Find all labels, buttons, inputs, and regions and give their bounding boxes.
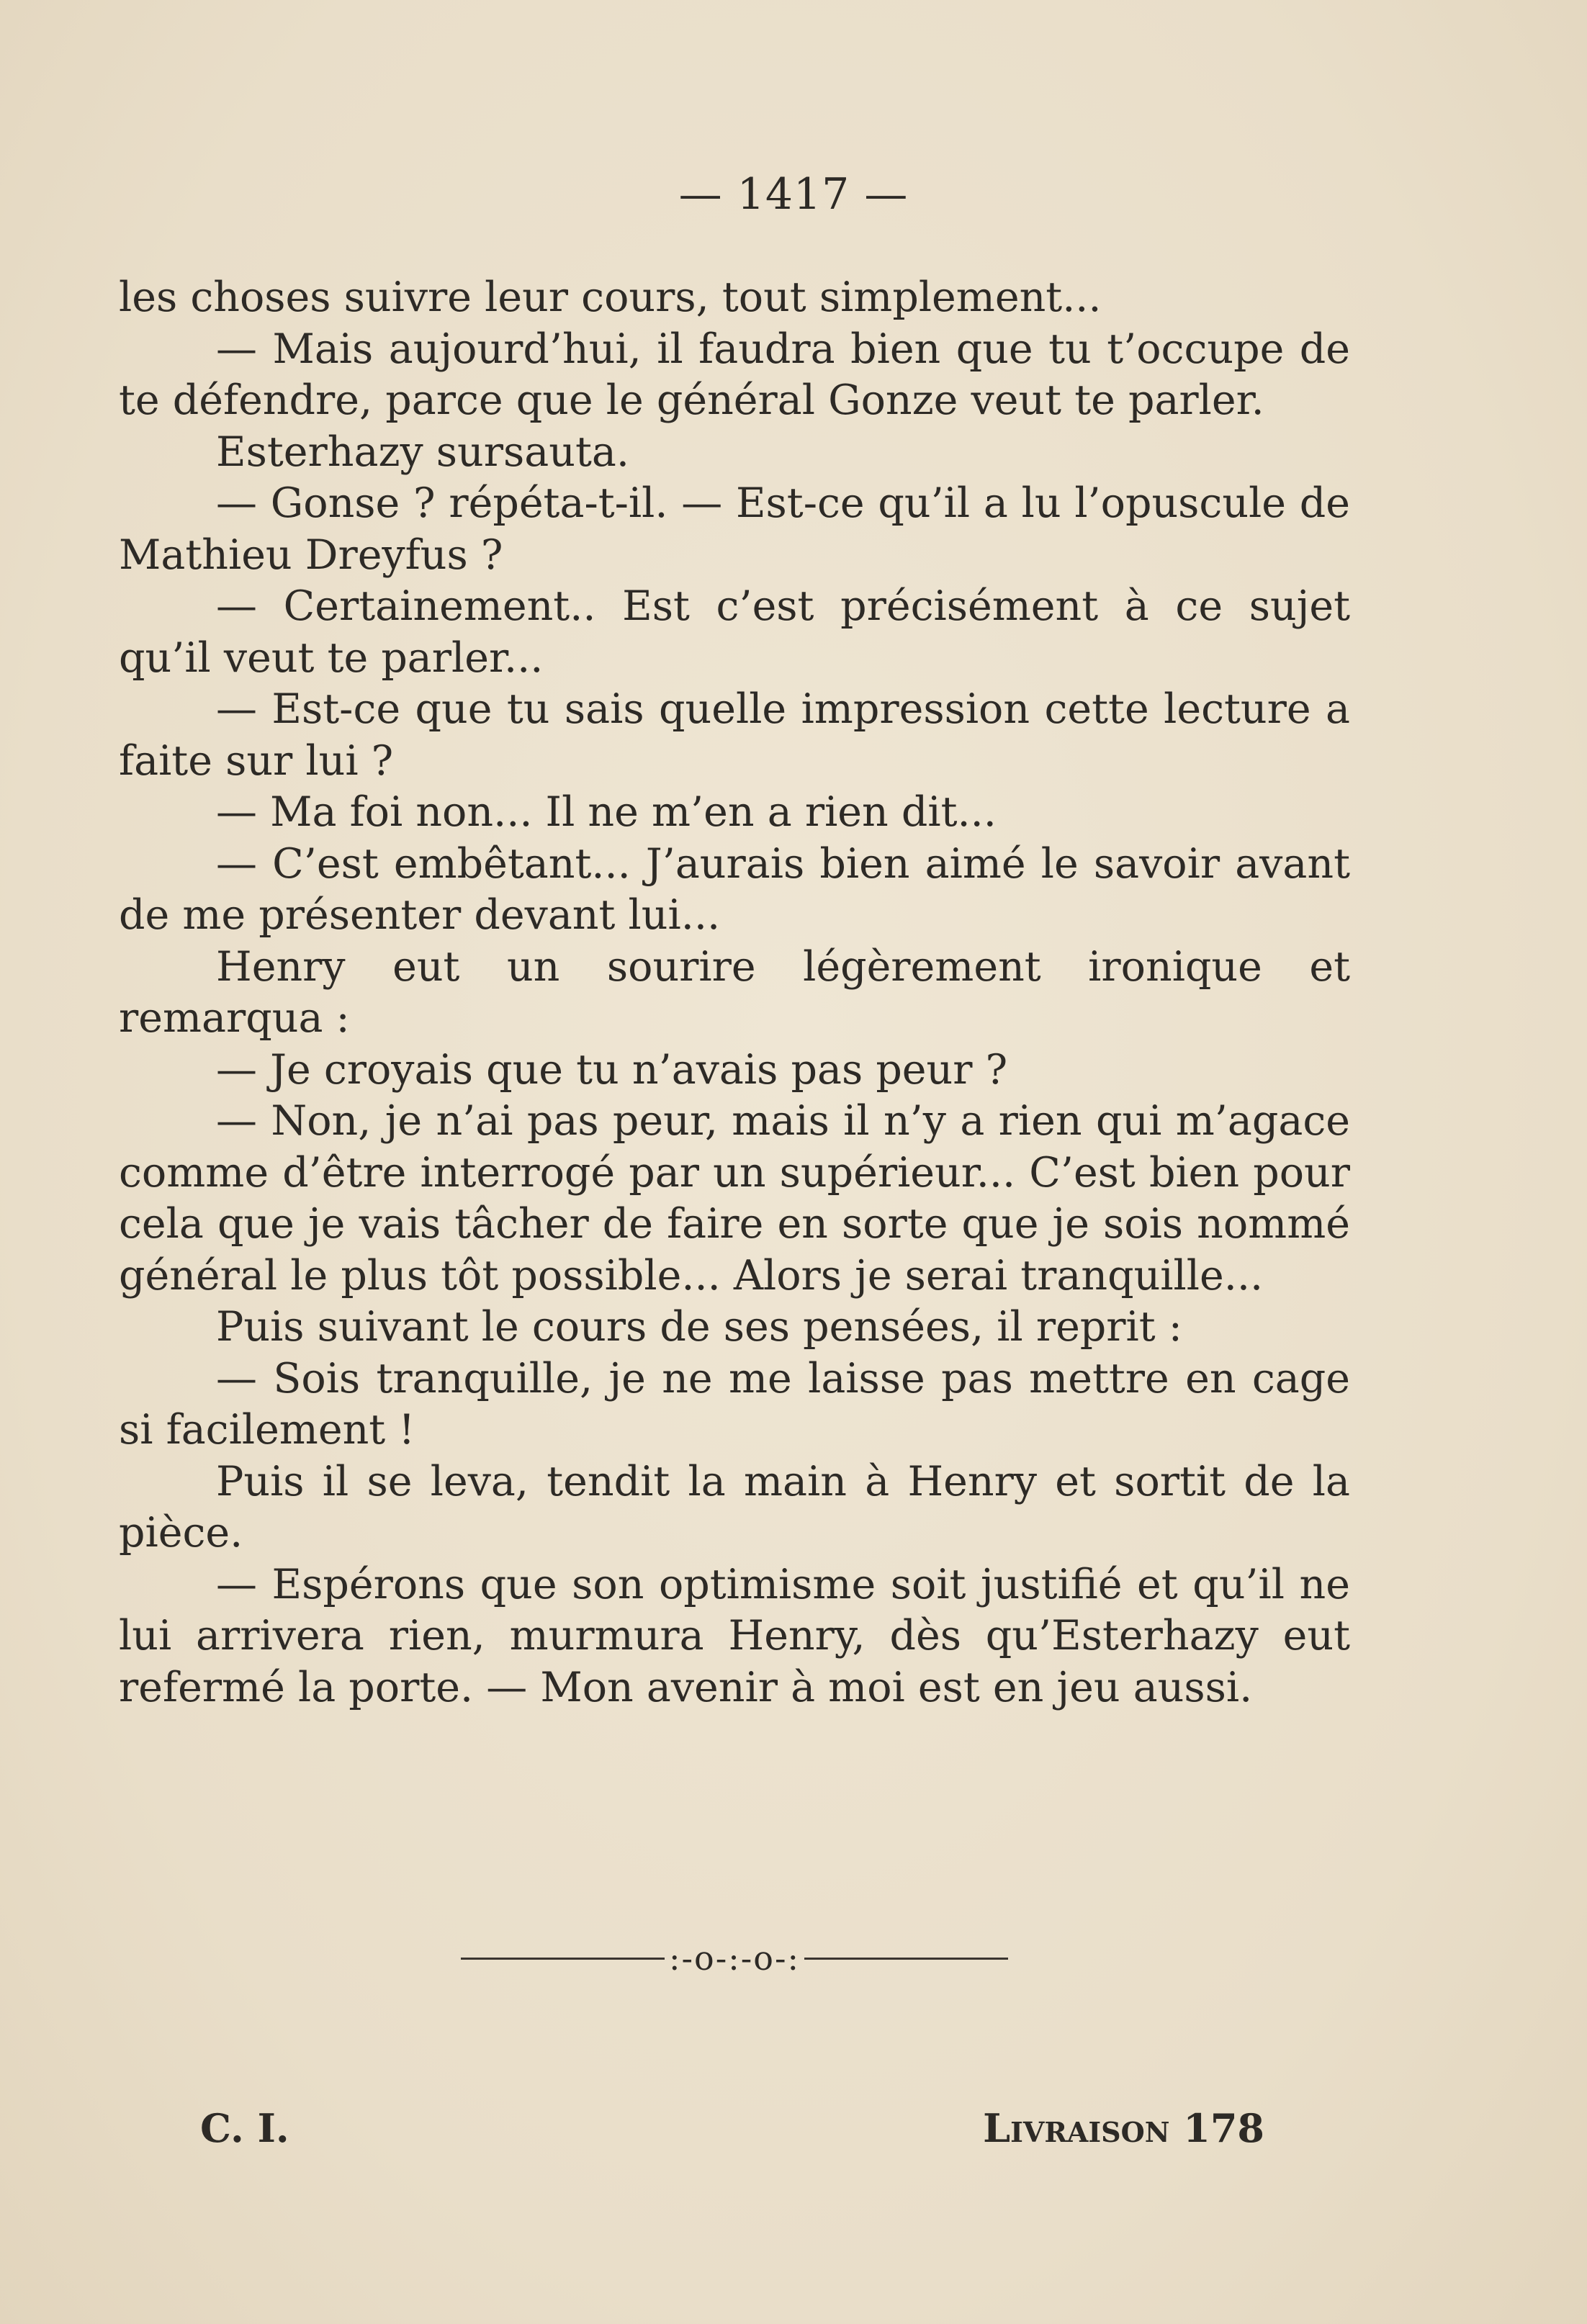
section-separator: [461, 1937, 1008, 1980]
paragraph: — Mais aujourd’hui, il faudra bien que tu t’occupe de te défendre, parce que le général Gonze veut te parler.: [119, 325, 1350, 424]
separator-rule-right: [804, 1958, 1008, 1960]
paragraph: les choses suivre leur cours, tout simplement...: [119, 274, 1102, 321]
livraison-number: 178: [1183, 2105, 1264, 2151]
footer-livraison: [983, 2105, 1264, 2151]
paragraph: — Je croyais que tu n’avais pas peur ?: [216, 1045, 1008, 1094]
paragraph: — Non, je n’ai pas peur, mais il n’y a rien qui m’agace comme d’être interrogé par un supérieur... C’est bien pour cela que je vais tâcher de faire en sorte que je sois nommé général le plus tôt possible... Alors je serai tranquille...: [119, 1097, 1350, 1300]
separator-rule-left: [461, 1958, 665, 1960]
paragraph: — Est-ce que tu sais quelle impression cette lecture a faite sur lui ?: [119, 685, 1350, 785]
paragraph: Puis suivant le cours de ses pensées, il reprit :: [216, 1303, 1183, 1351]
page-number: — 1417 —: [678, 169, 909, 220]
paragraph: Esterhazy sursauta.: [216, 428, 629, 476]
paragraph: — Sois tranquille, je ne me laisse pas mettre en cage si facilement !: [119, 1354, 1350, 1454]
separator-mark: :-o-:-o-:: [668, 1939, 801, 1978]
footer-signature: C. I.: [200, 2105, 289, 2151]
body-text: [119, 272, 1350, 1713]
paragraph: Henry eut un sourire légèrement ironique et remarqua :: [119, 942, 1350, 1042]
paragraph: — Espérons que son optimisme soit justifié et qu’il ne lui arrivera rien, murmura Henry, dès qu’Esterhazy eut refermé la porte. — Mon avenir à moi est en jeu aussi.: [119, 1560, 1350, 1711]
paragraph: — Certainement.. Est c’est précisément à ce sujet qu’il veut te parler...: [119, 582, 1350, 682]
livraison-label: Livraison: [983, 2105, 1170, 2151]
paragraph: — C’est embêtant... J’aurais bien aimé le savoir avant de me présenter devant lui...: [119, 839, 1350, 939]
paragraph: — Ma foi non... Il ne m’en a rien dit...: [216, 788, 997, 836]
paragraph: Puis il se leva, tendit la main à Henry et sortit de la pièce.: [119, 1457, 1350, 1557]
paragraph: — Gonse ? répéta-t-il. — Est-ce qu’il a lu l’opuscule de Mathieu Dreyfus ?: [119, 479, 1350, 579]
